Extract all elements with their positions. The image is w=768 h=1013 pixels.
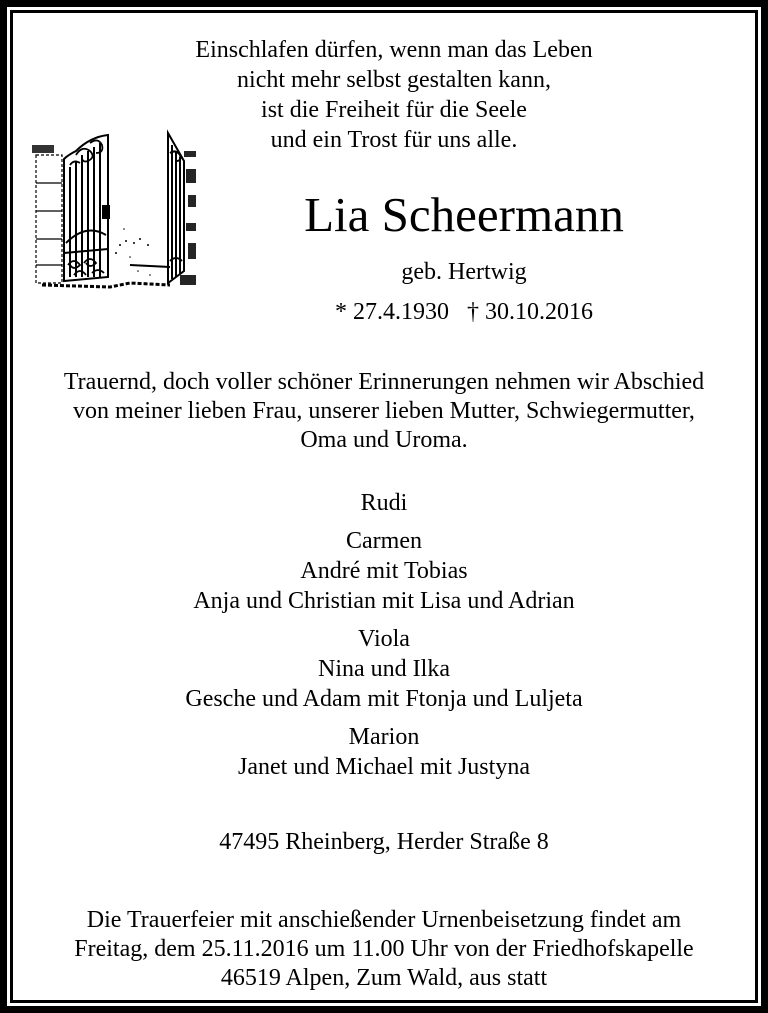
family-member: Viola	[358, 626, 410, 652]
ceremony-notice	[13, 906, 755, 993]
maiden-name: geb. Hertwig	[401, 259, 527, 285]
ceremony-line: Freitag, dem 25.11.2016 um 11.00 Uhr von der Friedhofskapelle	[74, 936, 694, 962]
family-group	[13, 722, 755, 782]
obituary-frame	[10, 10, 758, 1003]
poem-line: nicht mehr selbst gestalten kann,	[237, 67, 551, 93]
family-member: Nina und Ilka	[318, 656, 450, 682]
family-member: André mit Tobias	[300, 558, 468, 584]
family-list	[13, 488, 755, 790]
farewell-line: Oma und Uroma.	[300, 427, 468, 453]
family-member: Rudi	[360, 490, 408, 516]
family-member: Marion	[348, 724, 420, 750]
farewell-line: von meiner lieben Frau, unserer lieben Mutter, Schwiegermutter,	[73, 398, 695, 424]
family-member: Carmen	[346, 528, 422, 554]
obituary-content	[13, 13, 755, 1000]
life-dates	[13, 297, 755, 327]
ceremony-line: Die Trauerfeier mit anschießender Urnenbeisetzung findet am	[86, 907, 682, 933]
poem-line: Einschlafen dürfen, wenn man das Leben	[195, 37, 593, 63]
poem-line: ist die Freiheit für die Seele	[261, 97, 527, 123]
birth-symbol: *	[335, 299, 347, 325]
family-group	[13, 488, 755, 518]
birth-date: 27.4.1930	[353, 299, 449, 325]
deceased-name: Lia Scheermann	[304, 187, 624, 242]
family-group	[13, 526, 755, 616]
poem-line: und ein Trost für uns alle.	[270, 127, 518, 153]
farewell-text	[13, 368, 755, 455]
farewell-line: Trauernd, doch voller schöner Erinnerungen nehmen wir Abschied	[63, 369, 705, 395]
ceremony-line: 46519 Alpen, Zum Wald, aus statt	[220, 965, 548, 991]
death-cross-icon: †	[467, 299, 479, 325]
family-member: Anja und Christian mit Lisa und Adrian	[193, 588, 575, 614]
family-member: Janet und Michael mit Justyna	[238, 754, 530, 780]
family-group	[13, 624, 755, 714]
family-member: Gesche und Adam mit Ftonja und Luljeta	[185, 686, 583, 712]
death-date: 30.10.2016	[485, 299, 593, 325]
mourning-address: 47495 Rheinberg, Herder Straße 8	[219, 829, 549, 855]
